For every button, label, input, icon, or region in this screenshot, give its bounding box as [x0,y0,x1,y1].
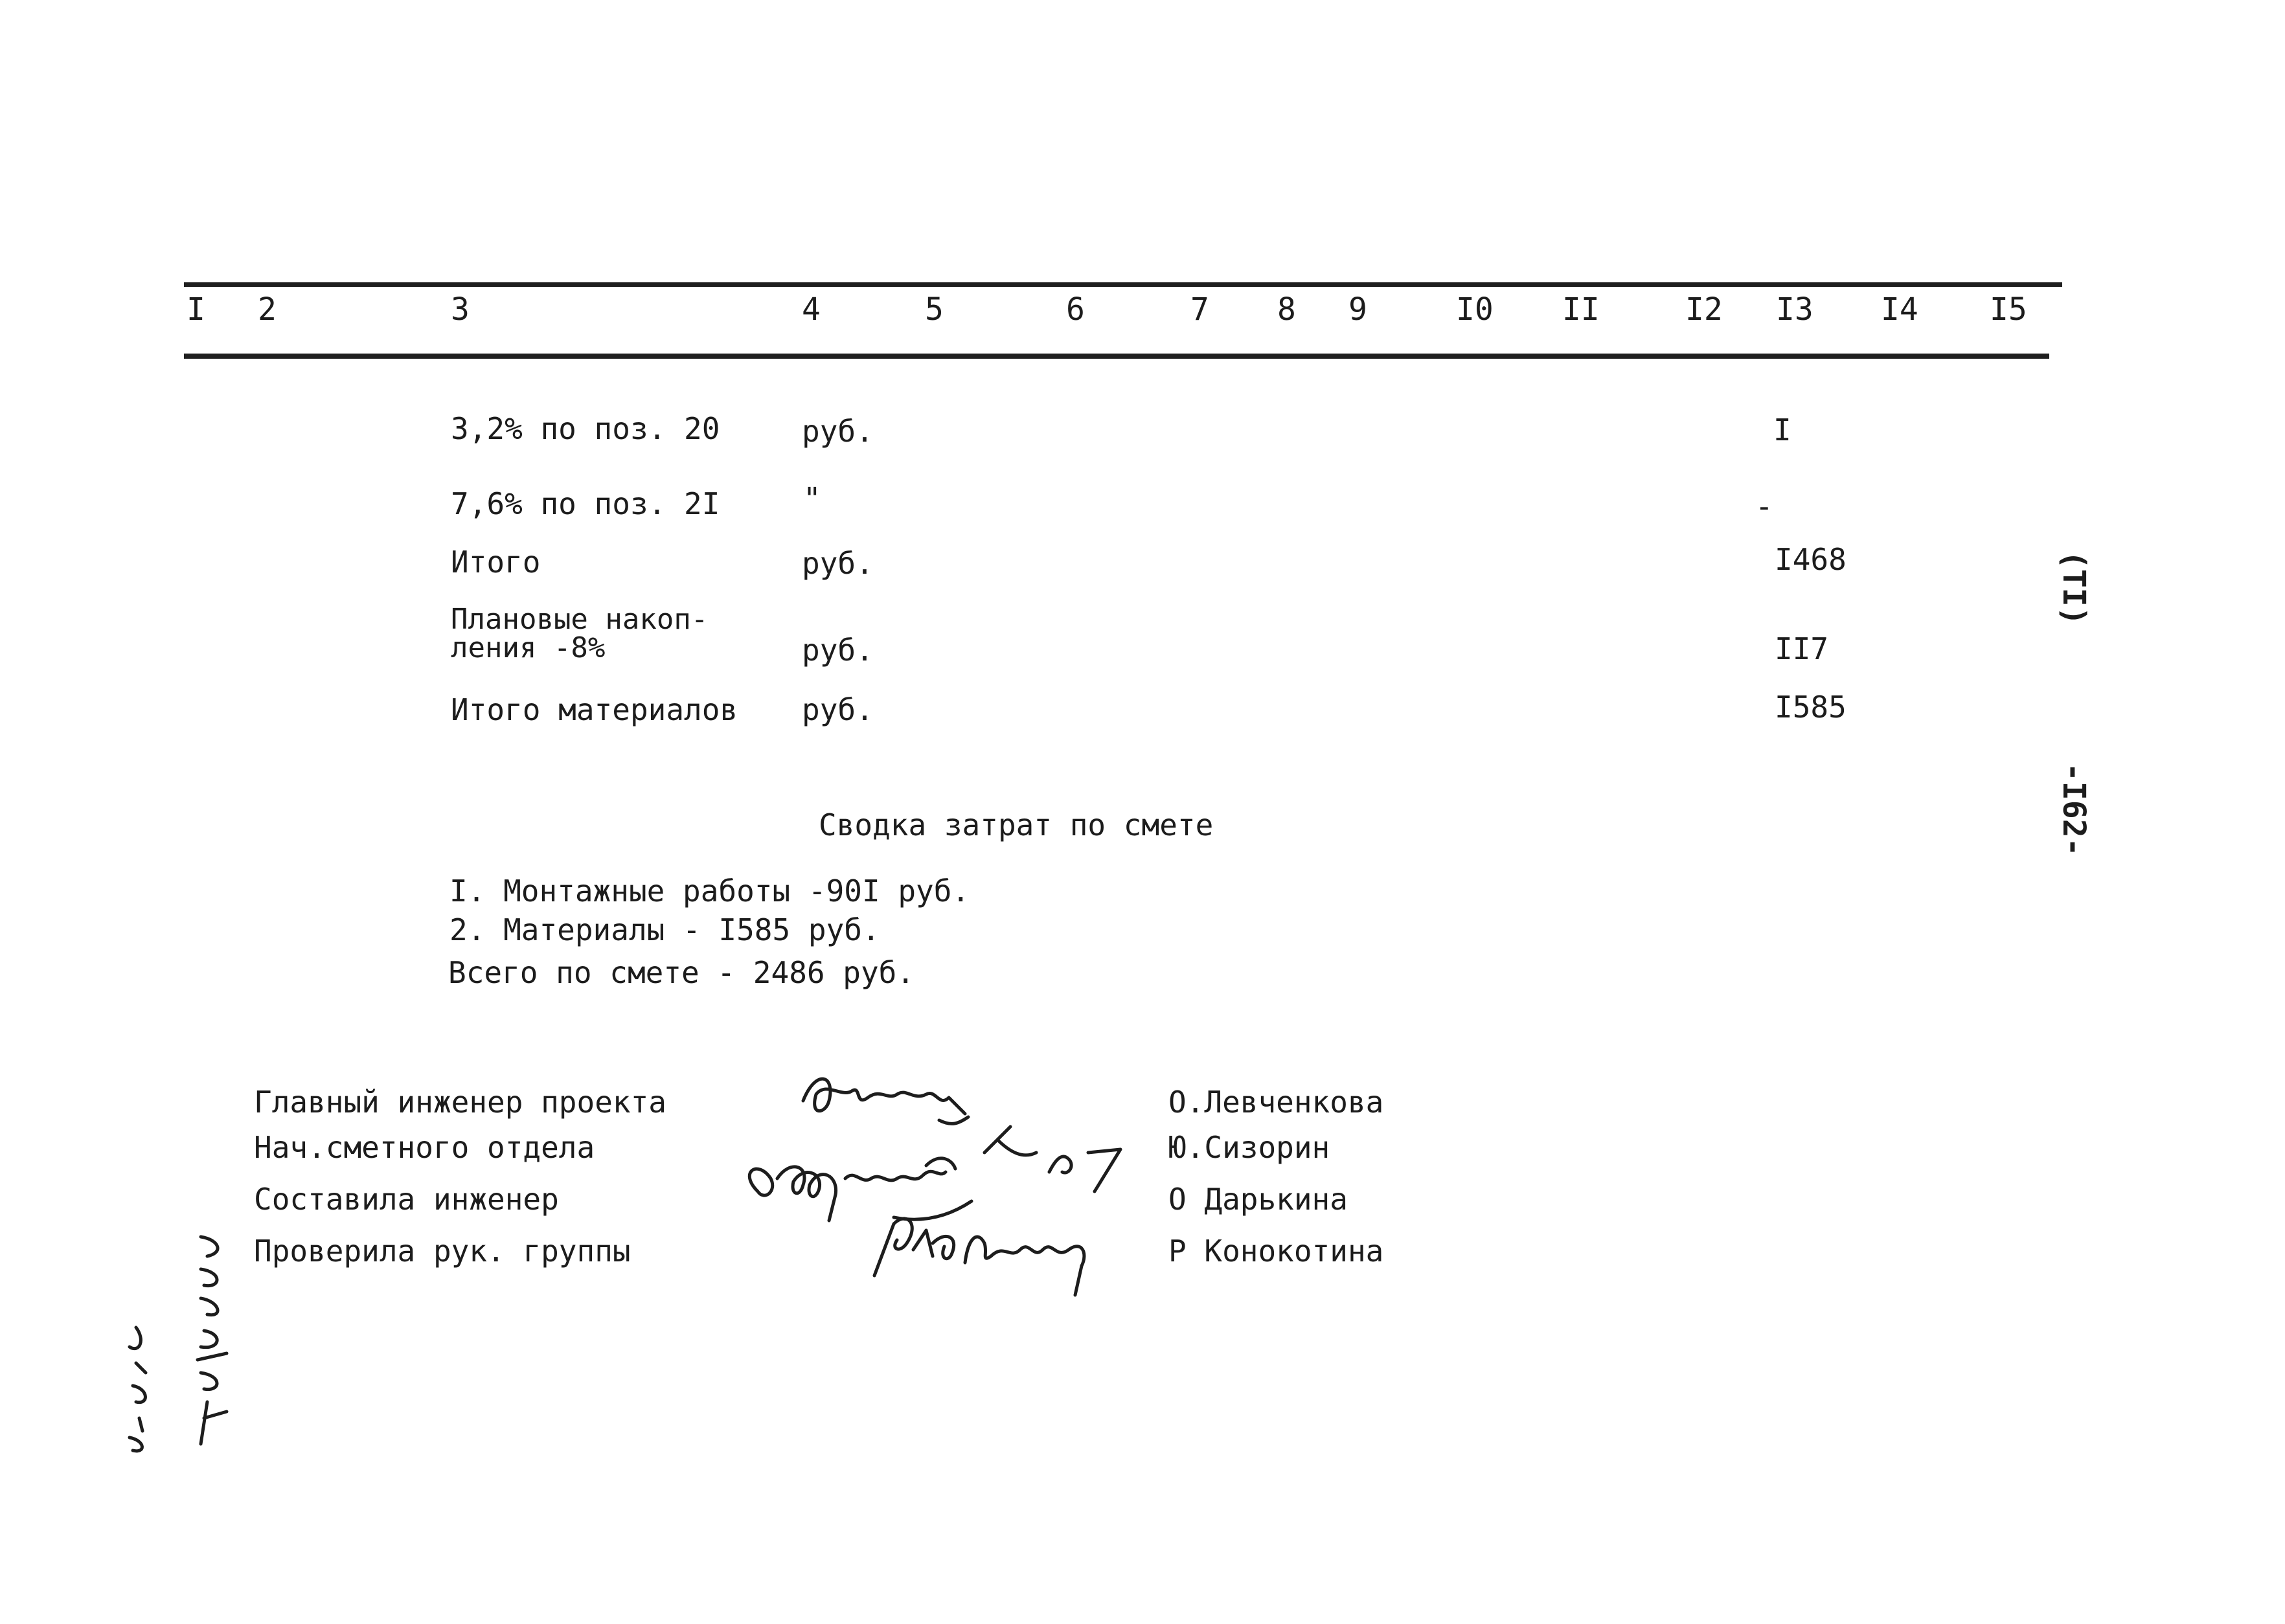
signer-role: Составила инженер [254,1182,559,1217]
header-bottom-rule [184,354,2049,359]
row-unit: " [803,481,821,516]
row-name: Итого [451,545,541,580]
page-number: -I62- [2056,763,2092,857]
row-name-line1: Плановые накоп- [451,603,709,636]
column-number: 8 [1277,291,1296,328]
row-value: I585 [1775,690,1847,725]
row-value: II7 [1775,631,1829,666]
signer-name: Ю.Сизорин [1168,1130,1330,1165]
column-number: I3 [1776,291,1813,328]
row-unit: руб. [802,546,874,581]
column-number: 9 [1348,291,1367,328]
column-number: 2 [258,291,277,328]
signer-name: Р Конокотина [1168,1234,1384,1269]
row-value: I [1773,412,1791,447]
signer-role: Главный инженер проекта [254,1085,666,1120]
row-value: I468 [1775,542,1847,577]
row-unit: руб. [802,692,874,727]
row-unit: руб. [802,414,874,449]
column-number: 5 [925,291,944,328]
row-name-line2: ления -8% [451,631,606,664]
signature-scribble [855,1204,1127,1302]
column-number: 4 [802,291,821,328]
signer-name: О Дарькина [1168,1182,1348,1217]
row-name: Итого материалов [451,692,738,727]
summary-line: 2. Материалы - I585 руб. [449,912,880,947]
header-top-rule [184,282,2062,287]
column-number: II [1562,291,1600,328]
column-number: I0 [1456,291,1494,328]
column-number: 7 [1190,291,1209,328]
column-number: 6 [1066,291,1085,328]
row-name: 7,6% по поз. 2I [451,486,720,521]
signature-scribble [790,1062,984,1140]
row-value: - [1755,489,1773,524]
inventory-stamp-scribble [110,1224,240,1470]
column-number: I2 [1685,291,1723,328]
column-number: I5 [1990,291,2027,328]
summary-total: Всего по смете - 2486 руб. [448,955,915,990]
signer-name: О.Левченкова [1168,1085,1384,1120]
column-number: 3 [451,291,470,328]
column-number: I [187,291,205,328]
signer-role: Проверила рук. группы [254,1234,631,1269]
summary-title: Сводка затрат по смете [819,807,1214,842]
signer-role: Нач.сметного отдела [254,1130,595,1165]
sheet-code: (TI) [2056,550,2092,626]
row-unit: руб. [802,633,874,668]
summary-line: I. Монтажные работы -90I руб. [449,874,970,908]
row-name: 3,2% по поз. 20 [451,411,720,446]
column-number: I4 [1881,291,1918,328]
